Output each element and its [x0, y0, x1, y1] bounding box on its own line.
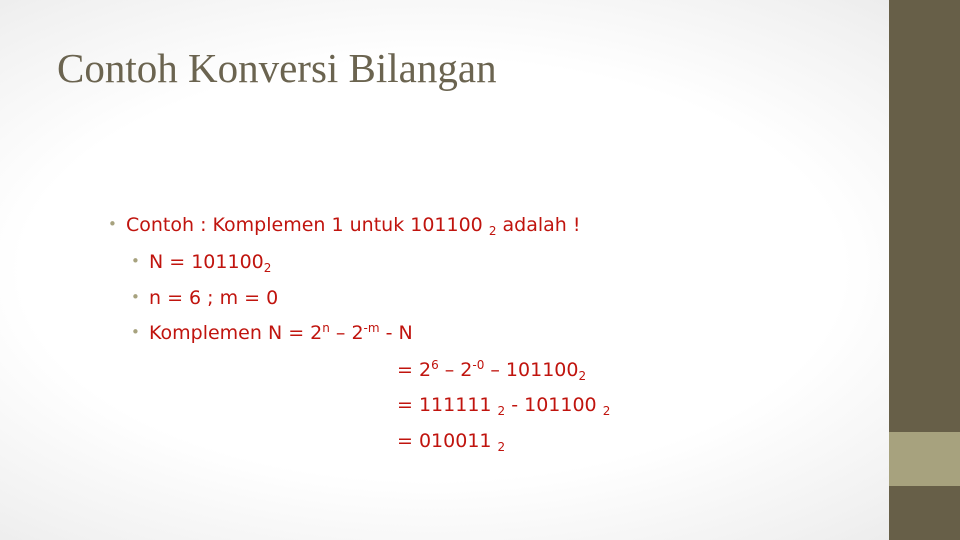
slide-title: Contoh Konversi Bilangan	[57, 45, 497, 91]
sub-bullet-line-nm: n = 6 ; m = 0	[149, 287, 279, 309]
bullet-icon: •	[131, 323, 140, 341]
calc-line-3: = 010011 $_2$	[397, 430, 506, 454]
bullet-icon: •	[108, 215, 117, 233]
sidebar-accent-block	[889, 432, 960, 486]
bullet-icon: •	[131, 252, 140, 270]
calc-line-2: = 111111 $_2$ - 101100 $_2$	[397, 394, 611, 418]
bullet-line-1: Contoh : Komplemen 1 untuk 101100 $_2$ adalah !	[126, 214, 581, 238]
calc-line-1: = $2^6 - 2^{-0} - 101100_2$	[397, 358, 587, 383]
sub-bullet-line-komplemen: Komplemen $N = 2^n - 2^{-m} - N$	[149, 321, 413, 344]
sub-bullet-line-n: $N = 101100_2$	[149, 251, 272, 275]
bullet-icon: •	[131, 288, 140, 306]
